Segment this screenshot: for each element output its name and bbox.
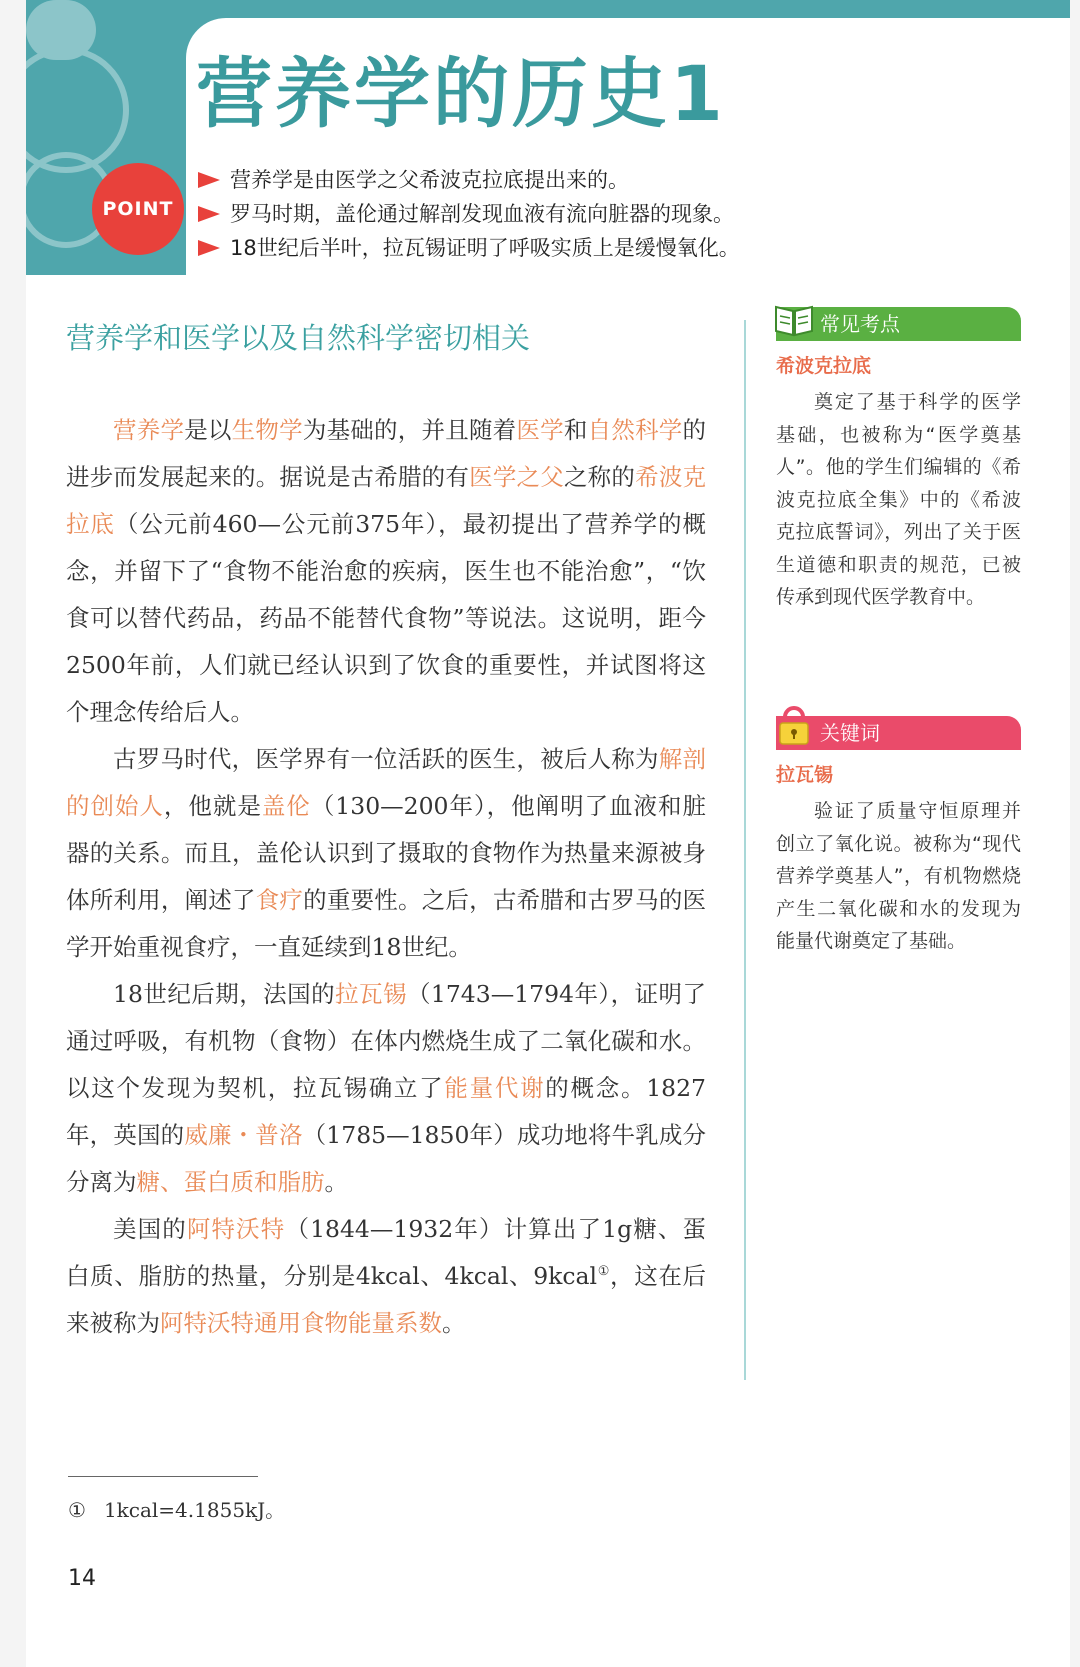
- key-point-item: [198, 163, 740, 197]
- highlighted-term: 生物学: [231, 416, 303, 444]
- exam-description: 奠定了基于科学的医学基础，也被称为“医学奠基人”。他的学生们编辑的《希波克拉底全集》中的《希波克拉底誓词》，列出了关于医生道德和职责的规范，已被传承到现代医学教育中。: [776, 391, 1021, 608]
- triangle-bullet-icon: [198, 172, 220, 188]
- highlighted-term: 营养学: [113, 416, 185, 444]
- page-number: 14: [68, 1566, 96, 1591]
- text-run: 18世纪后期，法国的: [113, 980, 336, 1008]
- text-run: 为基础的，并且随着: [302, 416, 517, 444]
- body-paragraph: [66, 1206, 706, 1347]
- body-paragraph: [66, 736, 706, 971]
- highlighted-term: 解剖的创始人: [66, 745, 707, 820]
- highlighted-term: 糖、蛋白质和脂肪: [136, 1168, 325, 1196]
- highlighted-term: 盖伦: [261, 792, 311, 820]
- highlighted-term: 自然科学: [587, 416, 683, 444]
- key-point-item: [198, 197, 740, 231]
- text-run: （1785—1850年）成功地将牛乳成分分离为: [66, 1121, 707, 1196]
- sidebar-exam-box: [776, 307, 1021, 614]
- text-run: 的重要性。之后，古希腊和古罗马的医学开始重视食疗，一直延续到18世纪。: [66, 886, 707, 961]
- key-points: [198, 163, 740, 265]
- highlighted-term: 医学: [516, 416, 564, 444]
- body-paragraph: [66, 971, 706, 1206]
- point-badge: POINT: [92, 163, 184, 255]
- text-run: 的概念。1827年，英国的: [66, 1074, 707, 1149]
- column-divider: [744, 320, 746, 1380]
- book-icon: [772, 295, 816, 339]
- highlighted-term: 医学之父: [469, 463, 564, 491]
- highlighted-term: 食疗: [255, 886, 304, 914]
- highlighted-term: 阿特沃特: [186, 1215, 286, 1243]
- text-run: ，他就是: [163, 792, 262, 820]
- text-run: 和: [563, 416, 588, 444]
- body-text: [66, 407, 706, 1347]
- exam-tab: [776, 307, 1021, 341]
- keyword-description: 验证了质量守恒原理并创立了氧化说。被称为“现代营养学奠基人”，有机物燃烧产生二氧化碳和水的发现为能量代谢奠定了基础。: [776, 800, 1021, 952]
- text-run: ，这在后来被称为: [66, 1262, 707, 1337]
- lock-icon: [772, 704, 816, 748]
- text-run: 美国的: [113, 1215, 187, 1243]
- highlighted-term: 阿特沃特通用食物能量系数: [160, 1309, 442, 1337]
- text-run: 古罗马时代，医学界有一位活跃的医生，被后人称为: [113, 745, 659, 773]
- footnote-mark: ①: [68, 1498, 86, 1522]
- text-run: （1844—1932年）计算出了1g糖、蛋白质、脂肪的热量，分别是4kcal、4kcal、9kcal: [66, 1215, 707, 1290]
- footnote-divider: [68, 1476, 258, 1477]
- sidebar-keyword-box: [776, 716, 1021, 958]
- text-run: 。: [442, 1309, 466, 1337]
- footnote: [68, 1494, 285, 1523]
- keyword-tab-label: 关键词: [820, 721, 880, 745]
- footnote-text: 1kcal=4.1855kJ。: [103, 1498, 286, 1522]
- triangle-bullet-icon: [198, 206, 220, 222]
- footnote-reference: ①: [597, 1264, 611, 1280]
- highlighted-term: 威廉・普洛: [184, 1121, 303, 1149]
- text-run: 之称的: [563, 463, 636, 491]
- keyword-tab: [776, 716, 1021, 750]
- page-title: 营养学的历史1: [196, 49, 726, 138]
- exam-term: 希波克拉底: [776, 355, 872, 377]
- triangle-bullet-icon: [198, 240, 220, 256]
- key-point-text: 18世纪后半叶，拉瓦锡证明了呼吸实质上是缓慢氧化。: [230, 236, 740, 260]
- keyword-term: 拉瓦锡: [776, 764, 834, 786]
- text-run: 。: [324, 1168, 348, 1196]
- text-run: （130—200年），他阐明了血液和脏器的关系。而且，盖伦认识到了摄取的食物作为热量来源被身体所利用，阐述了: [66, 792, 707, 914]
- section-heading: 营养学和医学以及自然科学密切相关: [66, 321, 531, 355]
- body-paragraph: [66, 407, 706, 736]
- key-point-text: 罗马时期，盖伦通过解剖发现血液有流向脏器的现象。: [230, 202, 734, 226]
- text-run: 的进步而发展起来的。据说是古希腊的有: [66, 416, 707, 491]
- key-point-item: [198, 231, 740, 265]
- highlighted-term: 能量代谢: [444, 1074, 546, 1102]
- text-run: （1743—1794年），证明了通过呼吸，有机物（食物）在体内燃烧生成了二氧化碳和水。以这个发现为契机，拉瓦锡确立了: [66, 980, 707, 1102]
- text-run: 是以: [184, 416, 232, 444]
- text-run: （公元前460—公元前375年），最初提出了营养学的概念，并留下了“食物不能治愈的疾病，医生也不能治愈”，“饮食可以替代药品，药品不能替代食物”等说法。这说明，距今2500年前，人们就已经认识到了饮食的重要性，并试图将这个理念传给后人。: [66, 510, 706, 726]
- highlighted-term: 希波克拉底: [66, 463, 707, 538]
- exam-tab-label: 常见考点: [820, 312, 900, 336]
- highlighted-term: 拉瓦锡: [335, 980, 407, 1008]
- key-point-text: 营养学是由医学之父希波克拉底提出来的。: [230, 168, 629, 192]
